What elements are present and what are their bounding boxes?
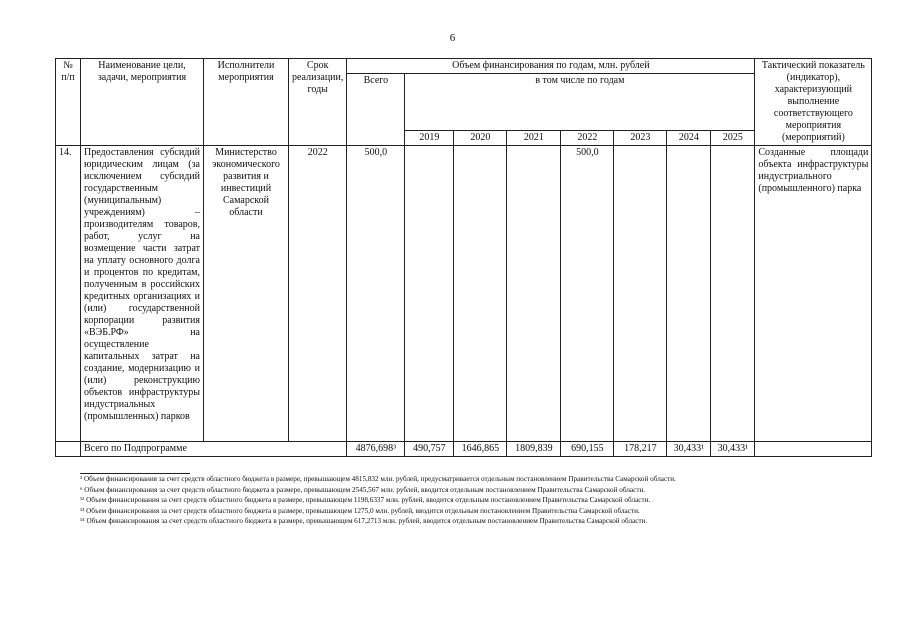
footnote: ¹² Объем финансирования за счет средств областного бюджета в размере, превышающем 1198,6337 млн. рублей, вводится отдельным постановлением Правительства Самарской области. xyxy=(80,496,651,504)
header-row-1 xyxy=(56,59,872,74)
col-header-including: в том числе по годам xyxy=(405,74,755,131)
col-header-num: № п/п xyxy=(56,59,81,146)
row-value xyxy=(507,146,561,442)
col-header-year: 2022 xyxy=(561,131,614,146)
summary-value: 690,155 xyxy=(561,442,614,457)
row-num: 14. xyxy=(56,146,81,442)
row-value xyxy=(614,146,667,442)
summary-value: 1646,865 xyxy=(454,442,507,457)
footnote: ¹³ Объем финансирования за счет средств областного бюджета в размере, превышающем 1275,0 млн. рублей, вводится отдельным постановлением Правительства Самарской области. xyxy=(80,506,640,515)
row-total: 500,0 xyxy=(347,146,405,442)
row-value: 500,0 xyxy=(561,146,614,442)
summary-value: 490,757 xyxy=(405,442,454,457)
col-header-year: 2024 xyxy=(667,131,711,146)
col-header-executors: Исполнители мероприятия xyxy=(204,59,289,146)
summary-total: 4876,698³ xyxy=(347,442,405,457)
col-header-year: 2025 xyxy=(711,131,755,146)
row-name: Предоставления субсидий юридическим лицам (за исключением субсидий государственным (муниципальным) учреждениям) – производителям товаров, работ, услуг на возмещение части затрат на уплату основного долга и процентов по кредитам, полученным в российских кредитных организациях и (или) государственной корпорации развития «ВЭБ.РФ» на осуществление капитальных затрат на создание, модернизацию и (или) реконструкцию объектов инфраструктуры индустриальных (промышленных) парков xyxy=(81,146,204,442)
summary-value: 178,217 xyxy=(614,442,667,457)
row-value xyxy=(667,146,711,442)
row-indicator: Созданные площади объекта инфраструктуры индустриального (промышленного) парка xyxy=(755,146,872,442)
page-number: 6 xyxy=(449,32,456,44)
summary-value: 30,433¹ xyxy=(667,442,711,457)
col-header-name: Наименование цели, задачи, мероприятия xyxy=(81,59,204,146)
col-header-total: Всего xyxy=(347,74,405,146)
summary-value: 30,433¹ xyxy=(711,442,755,457)
col-header-funding: Объем финансирования по годам, млн. рублей xyxy=(347,59,755,74)
summary-label: Всего по Подпрограмме xyxy=(81,442,347,457)
col-header-indicator: Тактический показатель (индикатор), характеризующий выполнение соответствующего мероприятия (мероприятий) xyxy=(755,59,872,146)
funding-table xyxy=(55,58,872,457)
col-header-year: 2021 xyxy=(507,131,561,146)
row-value xyxy=(454,146,507,442)
footnote: ³ Объем финансирования за счет средств областного бюджета в размере, превышающем 4815,832 млн. рублей, предусматривается отдельным постановлением Правительства Самарской области. xyxy=(80,475,676,483)
row-value xyxy=(711,146,755,442)
row-executors: Министерство экономического развития и инвестиций Самарской области xyxy=(204,146,289,442)
footnote: ¹⁴ Объем финансирования за счет средств областного бюджета в размере, превышающем 617,2713 млн. рублей, вводится отдельным постановлением Правительства Самарской области. xyxy=(80,517,648,525)
row-value xyxy=(405,146,454,442)
summary-row xyxy=(56,442,872,457)
col-header-year: 2020 xyxy=(454,131,507,146)
col-header-term: Срок реализации, годы xyxy=(289,59,347,146)
footnotes xyxy=(80,474,870,527)
footnote: ⁶ Объем финансирования за счет средств областного бюджета в размере, превышающем 2545,567 млн. рублей, вводится отдельным постановлением Правительства Самарской области. xyxy=(80,485,646,494)
summary-value: 1809,839 xyxy=(507,442,561,457)
col-header-year: 2023 xyxy=(614,131,667,146)
col-header-year: 2019 xyxy=(405,131,454,146)
table-row xyxy=(56,146,872,442)
row-term: 2022 xyxy=(289,146,347,442)
